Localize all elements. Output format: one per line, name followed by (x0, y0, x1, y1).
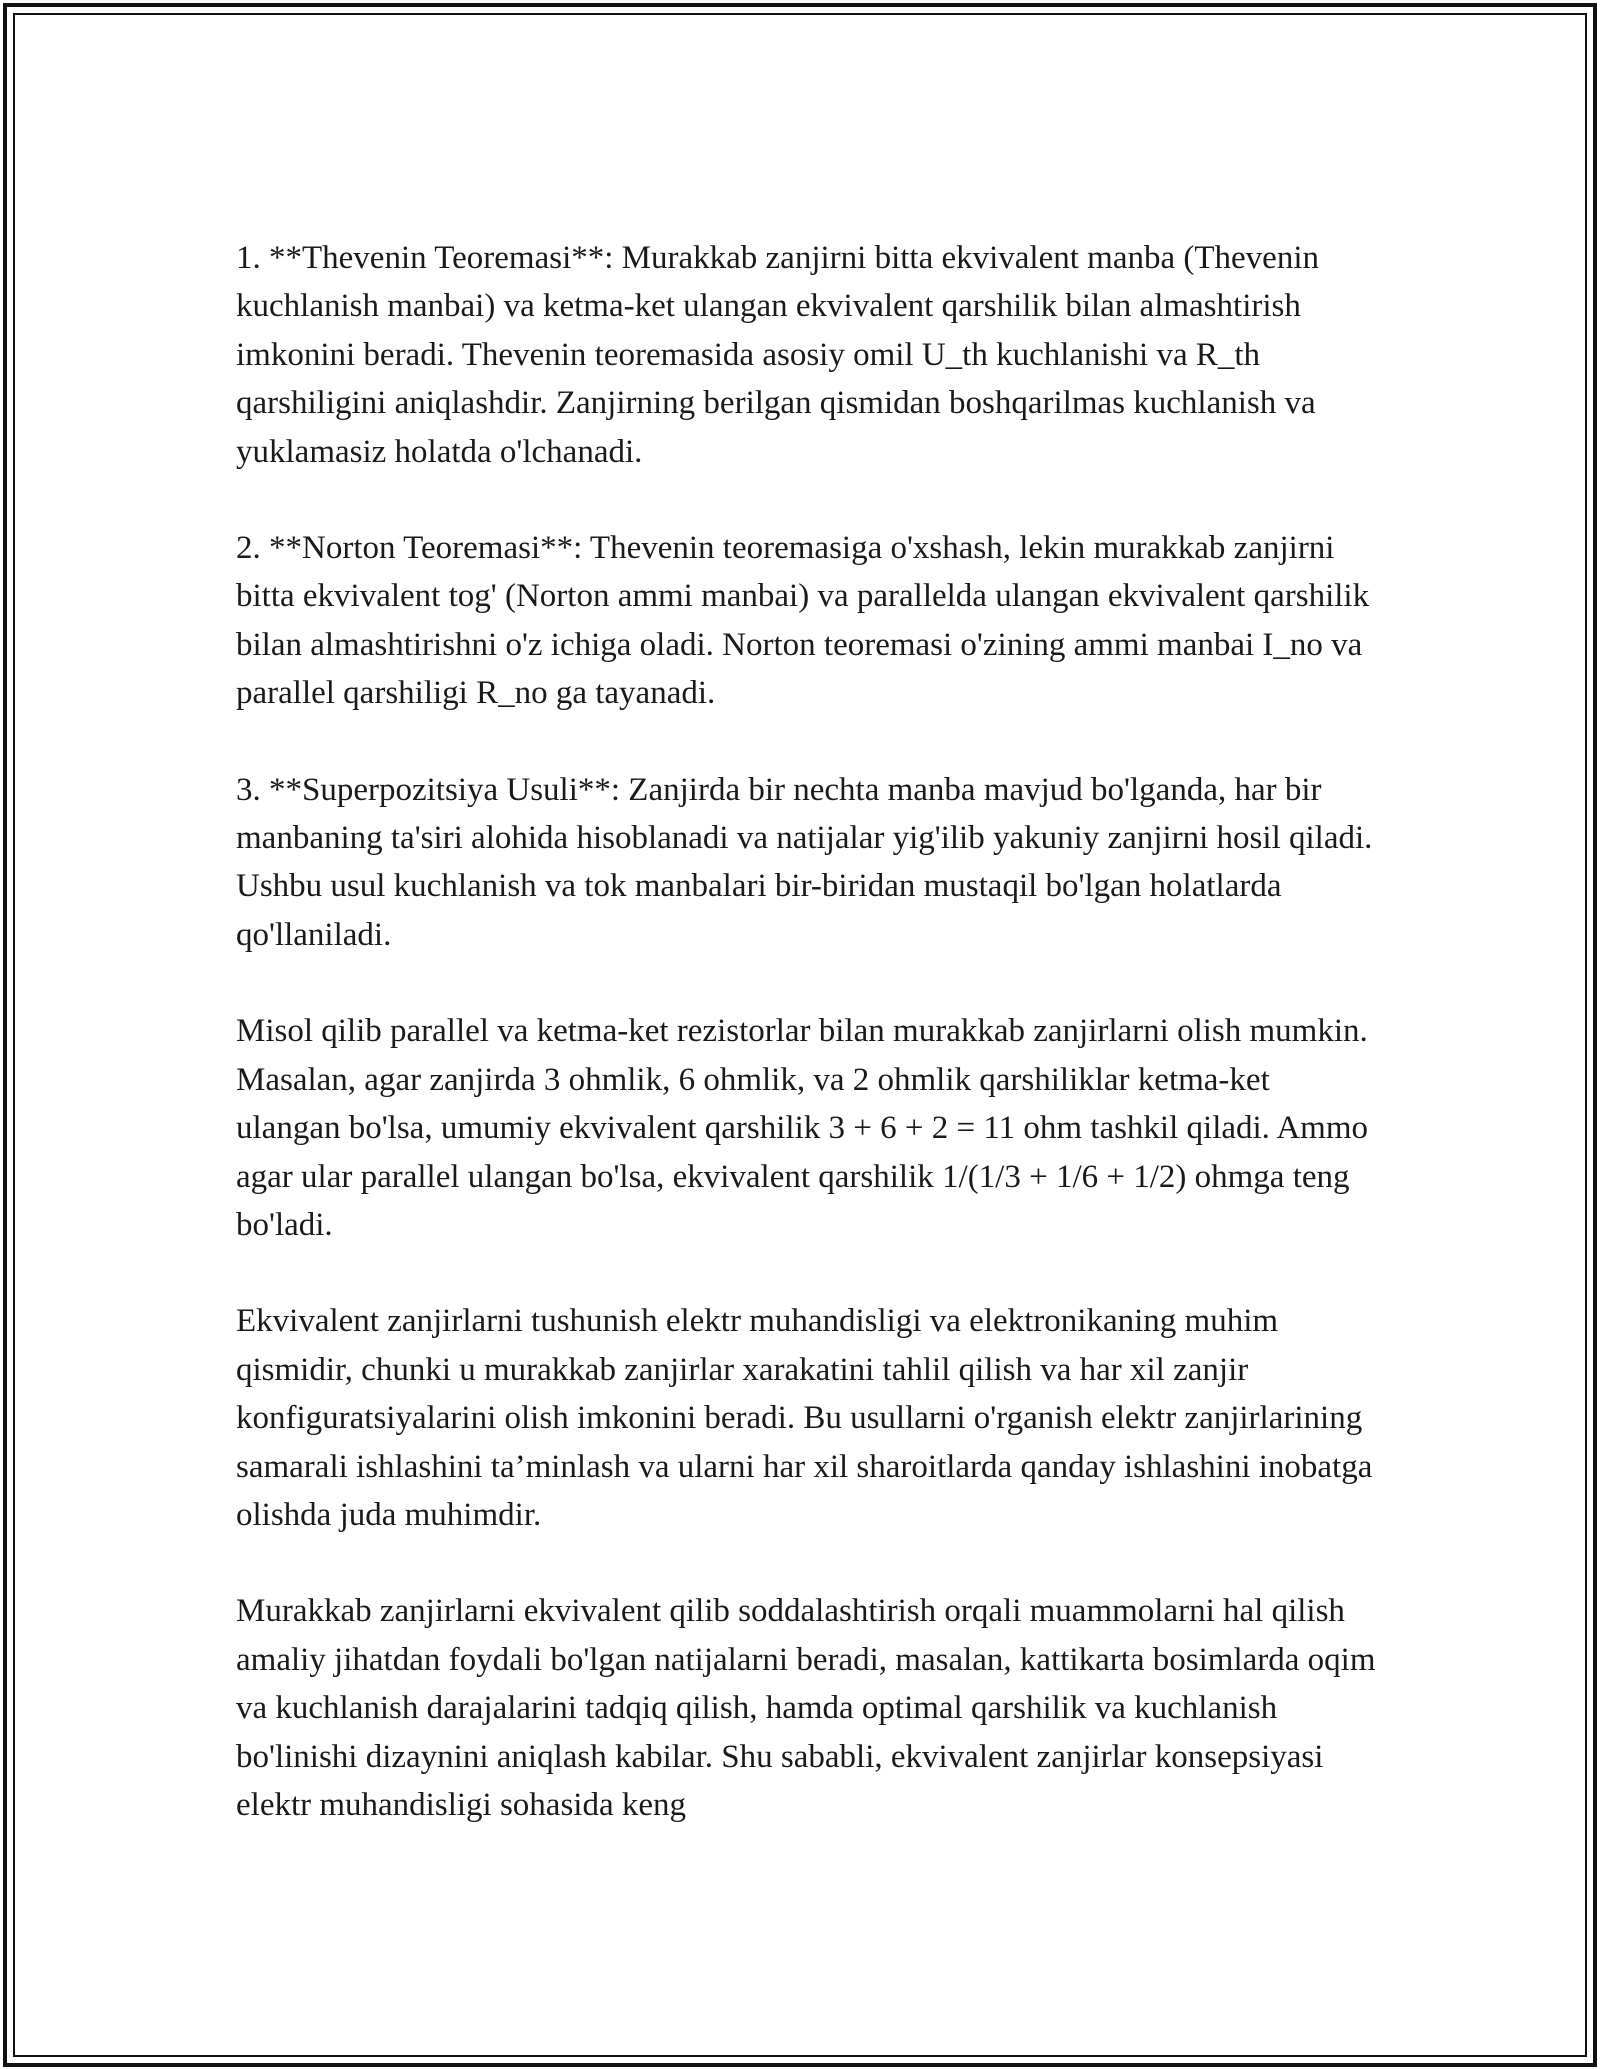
paragraph-simplification: Murakkab zanjirlarni ekvivalent qilib soddalashtirish orqali muammolarni hal qilish amaliy jihatdan foydali bo'lgan natijalarni beradi, masalan, kattikarta bosimlarda oqim va kuchlanish darajalarini tadqiq qilish, hamda optimal qarshilik va kuchlanish bo'linishi dizaynini aniqlash kabilar. Shu sababli, ekvivalent zanjirlar konsepsiyasi elektr muhandisligi sohasida keng (236, 1593, 1376, 1823)
paragraph-norton: 2. **Norton Teoremasi**: Thevenin teoremasiga o'xshash, lekin murakkab zanjirni bitta ekvivalent tog' (Norton ammi manbai) va parallelda ulangan ekvivalent qarshilik bilan almashtirishni o'z ichiga oladi. Norton teoremasi o'zining ammi manbai I_no va parallel qarshiligi R_no ga tayanadi. (236, 530, 1370, 712)
paragraph-importance: Ekvivalent zanjirlarni tushunish elektr muhandisligi va elektronikaning muhim qismidir, chunki u murakkab zanjirlar xarakatini tahlil qilish va har xil zanjir konfiguratsiyalarini olish imkonini beradi. Bu usullarni o'rganish elektr zanjirlarining samarali ishlashini ta’minlash va ularni har xil sharoitlarda qanday ishlashini inobatga olishda juda muhimdir. (236, 1303, 1373, 1533)
paragraph-thevenin: 1. **Thevenin Teoremasi**: Murakkab zanjirni bitta ekvivalent manba (Thevenin kuchlanish manbai) va ketma-ket ulangan ekvivalent qarshilik bilan almashtirish imkonini beradi. Thevenin teoremasida asosiy omil U_th kuchlanishi va R_th qarshiligini aniqlashdir. Zanjirning berilgan qismidan boshqarilmas kuchlanish va yuklamasiz holatda o'lchanadi. (236, 240, 1319, 470)
paragraph-example: Misol qilib parallel va ketma-ket rezistorlar bilan murakkab zanjirlarni olish mumkin. Masalan, agar zanjirda 3 ohmlik, 6 ohmlik, va 2 ohmlik qarshiliklar ketma-ket ulangan bo'lsa, umumiy ekvivalent qarshilik 3 + 6 + 2 = 11 ohm tashkil qiladi. Ammo agar ular parallel ulangan bo'lsa, ekvivalent qarshilik 1/(1/3 + 1/6 + 1/2) ohmga teng bo'ladi. (236, 1013, 1369, 1243)
document-body (236, 234, 1376, 1829)
paragraph-superposition: 3. **Superpozitsiya Usuli**: Zanjirda bir nechta manba mavjud bo'lganda, har bir manbaning ta'siri alohida hisoblanadi va natijalar yig'ilib yakuniy zanjirni hosil qiladi. Ushbu usul kuchlanish va tok manbalari bir-biridan mustaqil bo'lgan holatlarda qo'llaniladi. (236, 771, 1373, 953)
